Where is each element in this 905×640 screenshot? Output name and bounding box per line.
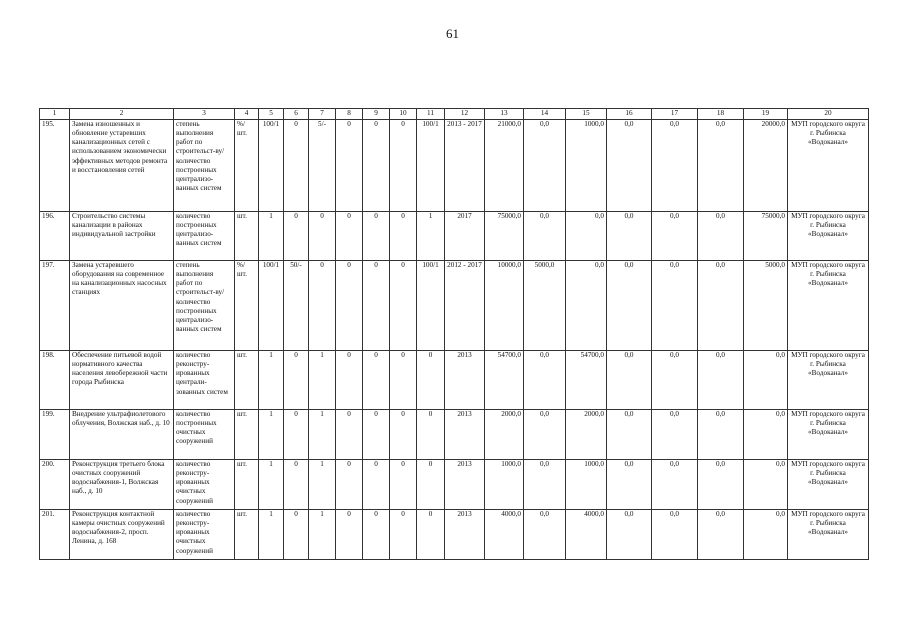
header-cell: 8 — [336, 109, 363, 120]
value-cell: 1 — [309, 460, 336, 510]
row-number-cell: 195. — [40, 120, 70, 212]
header-cell: 13 — [485, 109, 524, 120]
table-row — [40, 120, 869, 212]
unit-cell: шт. — [235, 460, 259, 510]
period-cell: 2013 — [445, 410, 485, 460]
measure-name-cell: Обеспечение питьевой водой нормативного качества населения левобережной части города Рыбинска — [70, 351, 174, 410]
header-cell: 10 — [390, 109, 417, 120]
header-cell: 19 — [744, 109, 788, 120]
indicator-cell: степень выполнения работ по строительст-ву/количество построенных централизо-ванных систем — [174, 120, 235, 212]
amount-cell: 5000,0 — [524, 261, 566, 351]
value-cell: 0 — [417, 351, 445, 410]
header-cell: 6 — [284, 109, 309, 120]
amount-cell: 0,0 — [698, 510, 744, 560]
unit-cell: %/ шт. — [235, 120, 259, 212]
amount-cell: 0,0 — [652, 510, 698, 560]
amount-cell: 0,0 — [652, 212, 698, 261]
amount-cell: 0,0 — [607, 510, 652, 560]
executor-cell: МУП городского округа г. Рыбинска «Водоканал» — [788, 410, 869, 460]
amount-cell: 4000,0 — [566, 510, 607, 560]
indicator-cell: количество построенных очистных сооружений — [174, 410, 235, 460]
amount-cell: 0,0 — [652, 460, 698, 510]
value-cell: 0 — [336, 410, 363, 460]
value-cell: 0 — [284, 212, 309, 261]
amount-cell: 54700,0 — [566, 351, 607, 410]
row-number-cell: 197. — [40, 261, 70, 351]
row-number-cell: 199. — [40, 410, 70, 460]
value-cell: 0 — [363, 351, 390, 410]
amount-cell: 0,0 — [524, 510, 566, 560]
period-cell: 2012 - 2017 — [445, 261, 485, 351]
value-cell: 0 — [284, 120, 309, 212]
value-cell: 1 — [259, 351, 284, 410]
amount-cell: 0,0 — [698, 120, 744, 212]
value-cell: 0 — [390, 261, 417, 351]
header-cell: 20 — [788, 109, 869, 120]
value-cell: 0 — [336, 212, 363, 261]
amount-cell: 0,0 — [698, 460, 744, 510]
indicator-cell: количество реконстру-ированных очистных сооружений — [174, 460, 235, 510]
header-cell: 3 — [174, 109, 235, 120]
value-cell: 100/1 — [259, 261, 284, 351]
row-number-cell: 196. — [40, 212, 70, 261]
amount-cell: 0,0 — [524, 410, 566, 460]
amount-cell: 2000,0 — [566, 410, 607, 460]
value-cell: 0 — [390, 120, 417, 212]
header-cell: 2 — [70, 109, 174, 120]
value-cell: 0 — [363, 510, 390, 560]
executor-cell: МУП городского округа г. Рыбинска «Водоканал» — [788, 460, 869, 510]
amount-cell: 5000,0 — [744, 261, 788, 351]
amount-cell: 0,0 — [698, 212, 744, 261]
amount-cell: 0,0 — [652, 351, 698, 410]
page-number: 61 — [446, 26, 459, 41]
amount-cell: 0,0 — [698, 261, 744, 351]
value-cell: 0 — [336, 351, 363, 410]
amount-cell: 4000,0 — [485, 510, 524, 560]
unit-cell: шт. — [235, 351, 259, 410]
executor-cell: МУП городского округа г. Рыбинска «Водоканал» — [788, 261, 869, 351]
value-cell: 0 — [417, 510, 445, 560]
value-cell: 0 — [363, 120, 390, 212]
executor-cell: МУП городского округа г. Рыбинска «Водоканал» — [788, 120, 869, 212]
indicator-cell: количество построенных централизо-ванных систем — [174, 212, 235, 261]
period-cell: 2017 — [445, 212, 485, 261]
value-cell: 1 — [417, 212, 445, 261]
header-cell: 16 — [607, 109, 652, 120]
amount-cell: 0,0 — [652, 261, 698, 351]
value-cell: 0 — [363, 410, 390, 460]
amount-cell: 0,0 — [744, 351, 788, 410]
measure-name-cell: Реконструкция третьего блока очистных сооружений водоснабжения-1, Волжская наб., д. 10 — [70, 460, 174, 510]
header-cell: 4 — [235, 109, 259, 120]
value-cell: 1 — [259, 212, 284, 261]
measure-name-cell: Реконструкция контактной камеры очистных сооружений водоснабжения-2, просп. Ленина, д. 168 — [70, 510, 174, 560]
header-cell: 12 — [445, 109, 485, 120]
period-cell: 2013 - 2017 — [445, 120, 485, 212]
row-number-cell: 200. — [40, 460, 70, 510]
value-cell: 0 — [363, 261, 390, 351]
value-cell: 0 — [336, 510, 363, 560]
executor-cell: МУП городского округа г. Рыбинска «Водоканал» — [788, 510, 869, 560]
value-cell: 0 — [284, 410, 309, 460]
measure-name-cell: Внедрение ультрафиолетового облучения, Волжская наб., д. 10 — [70, 410, 174, 460]
amount-cell: 75000,0 — [485, 212, 524, 261]
table-row — [40, 510, 869, 560]
amount-cell: 21000,0 — [485, 120, 524, 212]
value-cell: 100/1 — [259, 120, 284, 212]
amount-cell: 20000,0 — [744, 120, 788, 212]
header-cell: 15 — [566, 109, 607, 120]
program-table — [39, 108, 869, 560]
value-cell: 1 — [259, 510, 284, 560]
row-number-cell: 201. — [40, 510, 70, 560]
unit-cell: шт. — [235, 510, 259, 560]
amount-cell: 1000,0 — [566, 460, 607, 510]
header-cell: 9 — [363, 109, 390, 120]
header-cell: 17 — [652, 109, 698, 120]
value-cell: 0 — [309, 261, 336, 351]
header-cell: 5 — [259, 109, 284, 120]
value-cell: 0 — [417, 460, 445, 510]
unit-cell: шт. — [235, 410, 259, 460]
amount-cell: 0,0 — [607, 460, 652, 510]
amount-cell: 10000,0 — [485, 261, 524, 351]
value-cell: 0 — [390, 510, 417, 560]
amount-cell: 0,0 — [698, 351, 744, 410]
value-cell: 0 — [390, 460, 417, 510]
amount-cell: 1000,0 — [485, 460, 524, 510]
value-cell: 1 — [259, 460, 284, 510]
measure-name-cell: Строительство системы канализации в районах индивидуальной застройки — [70, 212, 174, 261]
value-cell: 1 — [309, 351, 336, 410]
indicator-cell: количество реконстру-ированных очистных сооружений — [174, 510, 235, 560]
table-row — [40, 460, 869, 510]
value-cell: 1 — [309, 410, 336, 460]
value-cell: 5/- — [309, 120, 336, 212]
amount-cell: 0,0 — [652, 120, 698, 212]
header-row — [40, 109, 869, 120]
value-cell: 0 — [390, 410, 417, 460]
amount-cell: 0,0 — [744, 510, 788, 560]
value-cell: 1 — [309, 510, 336, 560]
value-cell: 0 — [363, 460, 390, 510]
value-cell: 100/1 — [417, 261, 445, 351]
row-number-cell: 198. — [40, 351, 70, 410]
value-cell: 0 — [336, 261, 363, 351]
amount-cell: 0,0 — [607, 212, 652, 261]
executor-cell: МУП городского округа г. Рыбинска «Водоканал» — [788, 212, 869, 261]
table-row — [40, 212, 869, 261]
amount-cell: 54700,0 — [485, 351, 524, 410]
header-cell: 7 — [309, 109, 336, 120]
value-cell: 0 — [363, 212, 390, 261]
amount-cell: 0,0 — [607, 261, 652, 351]
value-cell: 50/- — [284, 261, 309, 351]
value-cell: 0 — [417, 410, 445, 460]
value-cell: 0 — [390, 351, 417, 410]
header-cell: 18 — [698, 109, 744, 120]
amount-cell: 0,0 — [524, 120, 566, 212]
measure-name-cell: Замена устаревшего оборудования на современное на канализационных насосных станциях — [70, 261, 174, 351]
value-cell: 0 — [284, 351, 309, 410]
period-cell: 2013 — [445, 510, 485, 560]
value-cell: 0 — [336, 120, 363, 212]
unit-cell: шт. — [235, 212, 259, 261]
amount-cell: 0,0 — [607, 351, 652, 410]
amount-cell: 0,0 — [566, 212, 607, 261]
executor-cell: МУП городского округа г. Рыбинска «Водоканал» — [788, 351, 869, 410]
unit-cell: %/ шт. — [235, 261, 259, 351]
amount-cell: 2000,0 — [485, 410, 524, 460]
amount-cell: 0,0 — [744, 410, 788, 460]
value-cell: 1 — [259, 410, 284, 460]
value-cell: 0 — [284, 460, 309, 510]
header-cell: 1 — [40, 109, 70, 120]
amount-cell: 0,0 — [524, 460, 566, 510]
amount-cell: 0,0 — [652, 410, 698, 460]
indicator-cell: степень выполнения работ по строительст-ву/количество построенных централизо-ванных систем — [174, 261, 235, 351]
amount-cell: 0,0 — [524, 351, 566, 410]
header-cell: 11 — [417, 109, 445, 120]
measure-name-cell: Замена изношенных и обновление устаревших канализационных сетей с использованием экономически эффективных методов ремонта и восстановления сетей — [70, 120, 174, 212]
amount-cell: 1000,0 — [566, 120, 607, 212]
amount-cell: 0,0 — [524, 212, 566, 261]
value-cell: 0 — [309, 212, 336, 261]
amount-cell: 0,0 — [566, 261, 607, 351]
period-cell: 2013 — [445, 351, 485, 410]
value-cell: 0 — [390, 212, 417, 261]
period-cell: 2013 — [445, 460, 485, 510]
amount-cell: 0,0 — [744, 460, 788, 510]
amount-cell: 0,0 — [698, 410, 744, 460]
table-row — [40, 351, 869, 410]
value-cell: 0 — [336, 460, 363, 510]
value-cell: 100/1 — [417, 120, 445, 212]
amount-cell: 75000,0 — [744, 212, 788, 261]
table-row — [40, 410, 869, 460]
amount-cell: 0,0 — [607, 410, 652, 460]
header-cell: 14 — [524, 109, 566, 120]
table-row — [40, 261, 869, 351]
value-cell: 0 — [284, 510, 309, 560]
indicator-cell: количество реконстру-ированных централи-зованных систем — [174, 351, 235, 410]
amount-cell: 0,0 — [607, 120, 652, 212]
